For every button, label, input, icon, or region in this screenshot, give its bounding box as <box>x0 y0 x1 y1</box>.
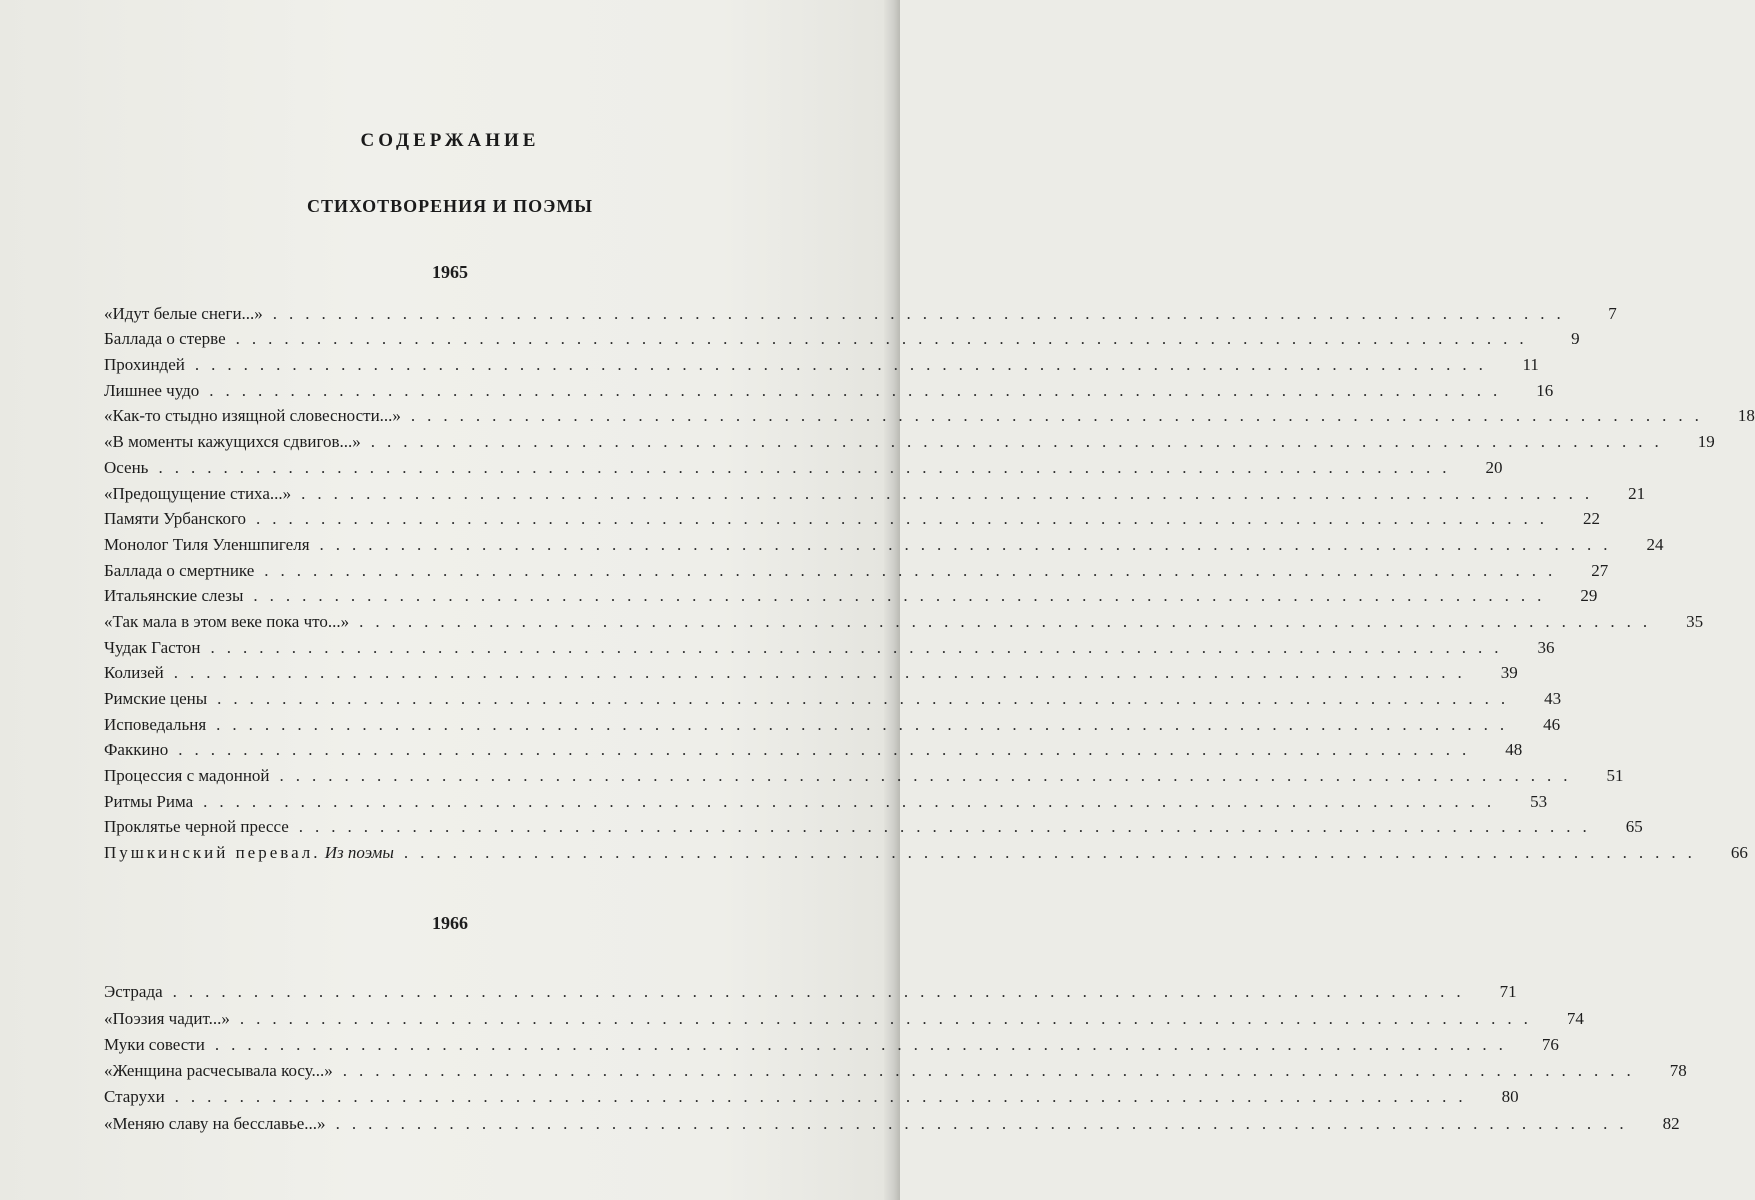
toc-entry: Ритмы Рима ................................................................................ 53 <box>104 791 1548 811</box>
leader-dots: ................................................................................ <box>235 329 1536 349</box>
section-heading: СТИХОТВОРЕНИЯ И ПОЭМЫ <box>307 196 593 216</box>
page-number: 43 <box>1544 689 1562 708</box>
toc-list-1965 <box>104 298 1755 863</box>
leader-dots: ................................................................................ <box>359 611 1660 631</box>
leader-dots: ................................................................................ <box>217 689 1518 708</box>
leader-dots: ................................................................................ <box>172 982 1473 1002</box>
entry-subtitle: Из поэмы <box>324 843 394 863</box>
leader-dots: ................................................................................ <box>194 355 1495 375</box>
leader-dots: ................................................................................ <box>210 637 1511 657</box>
toc-entry: Исповедальня ................................................................................ 46 <box>104 714 1561 734</box>
page-number: 80 <box>1501 1087 1519 1107</box>
leader-dots: ................................................................................ <box>203 791 1504 811</box>
page-number: 19 <box>1697 432 1715 452</box>
leader-dots: ................................................................................ <box>174 1087 1475 1107</box>
toc-entry: Лишнее чудо ................................................................................ 16 <box>104 380 1554 400</box>
leader-dots: ................................................................................ <box>403 843 1704 863</box>
page-number: 9 <box>1571 329 1580 349</box>
leader-dots: ................................................................................ <box>319 534 1620 554</box>
page-number: 39 <box>1500 663 1518 683</box>
page-number: 74 <box>1566 1008 1584 1028</box>
page-number: 21 <box>1628 483 1646 503</box>
toc-entry: Прохиндей ................................................................................ 11 <box>104 355 1539 375</box>
leader-dots: ................................................................................ <box>178 740 1479 760</box>
toc-entry: Муки совести ................................................................................ 76 <box>104 1034 1559 1054</box>
toc-entry: «Женщина расчесывала косу...» ................................................................................ 78 <box>104 1061 1687 1081</box>
toc-entry: «Поэзия чадит...» ................................................................................ 74 <box>104 1008 1584 1028</box>
leader-dots: ................................................................................ <box>253 586 1554 606</box>
page-number: 36 <box>1537 637 1555 657</box>
contents-heading: СОДЕРЖАНИЕ <box>360 130 540 151</box>
page-number: 71 <box>1499 982 1517 1002</box>
page-number: 29 <box>1580 586 1598 606</box>
leader-dots: ................................................................................ <box>264 560 1565 580</box>
page-number: 78 <box>1669 1061 1687 1081</box>
leader-dots: ................................................................................ <box>279 766 1580 786</box>
leader-dots: ................................................................................ <box>272 303 1573 323</box>
leader-dots: ................................................................................ <box>370 432 1671 452</box>
page-number: 27 <box>1591 560 1609 580</box>
leader-dots: ................................................................................ <box>298 817 1599 837</box>
toc-entry: Процессия с мадонной ................................................................................ 51 <box>104 766 1624 786</box>
page-number: 53 <box>1530 791 1548 811</box>
leader-dots: ................................................................................ <box>239 1008 1540 1028</box>
page-number: 46 <box>1543 714 1561 734</box>
page-number: 22 <box>1583 509 1601 529</box>
toc-list-1966 <box>104 976 1687 1134</box>
toc-entry: «Предощущение стиха...» ................................................................................ 21 <box>104 483 1646 503</box>
leader-dots: ................................................................................ <box>410 406 1711 426</box>
toc-entry: «Как-то стыдно изящной словесности...» ................................................................................ 18 <box>104 406 1755 426</box>
leader-dots: ................................................................................ <box>173 663 1474 683</box>
toc-entry: Чудак Гастон ................................................................................ 36 <box>104 637 1555 657</box>
page-number: 76 <box>1541 1034 1559 1054</box>
leader-dots: ................................................................................ <box>214 1034 1515 1054</box>
toc-entry: Баллада о стерве ................................................................................ 9 <box>104 329 1580 349</box>
page-number: 48 <box>1505 740 1523 760</box>
toc-entry: «Меняю славу на бесславье...» ................................................................................ 82 <box>104 1113 1680 1133</box>
leader-dots: ................................................................................ <box>335 1113 1636 1133</box>
toc-entry: Монолог Тиля Уленшпигеля ................................................................................ 24 <box>104 534 1664 554</box>
toc-entry: Эстрада ................................................................................ 71 <box>104 982 1517 1002</box>
toc-entry: Итальянские слезы ................................................................................ 29 <box>104 586 1598 606</box>
leader-dots: ................................................................................ <box>216 714 1517 734</box>
leader-dots: ................................................................................ <box>158 457 1459 477</box>
toc-entry: «Так мала в этом веке пока что...» ................................................................................ 35 <box>104 611 1704 631</box>
page-number: 82 <box>1662 1113 1680 1133</box>
toc-entry: Баллада о смертнике ................................................................................ 27 <box>104 560 1609 580</box>
toc-entry: «Идут белые снеги...» ................................................................................ 7 <box>104 303 1617 323</box>
toc-entry: Римские цены ................................................................................ 43 <box>104 689 1562 708</box>
toc-entry <box>104 837 1748 863</box>
toc-entry: Проклятье черной прессе ................................................................................ 65 <box>104 817 1643 837</box>
toc-entry: Осень ................................................................................ 20 <box>104 457 1503 477</box>
leader-dots: ................................................................................ <box>209 380 1510 400</box>
leader-dots: ................................................................................ <box>256 509 1557 529</box>
leader-dots: ................................................................................ <box>342 1061 1643 1081</box>
toc-entry: «В моменты кажущихся сдвигов...» ................................................................................ 19 <box>104 432 1715 452</box>
page-number: 24 <box>1646 534 1664 554</box>
toc-entry: Памяти Урбанского ................................................................................ 22 <box>104 509 1601 529</box>
page-number: 20 <box>1485 457 1503 477</box>
page-number: 65 <box>1625 817 1643 837</box>
toc-entry: Факкино ................................................................................ 48 <box>104 740 1523 760</box>
page-number: 18 <box>1737 406 1755 426</box>
toc-entry: Старухи ................................................................................ 80 <box>104 1087 1519 1107</box>
page-number: 66 <box>1730 843 1748 863</box>
page-number: 35 <box>1686 611 1704 631</box>
page-number: 51 <box>1606 766 1624 786</box>
page-number: 7 <box>1608 303 1617 323</box>
leader-dots: ................................................................................ <box>301 483 1602 503</box>
page-number: 16 <box>1536 380 1554 400</box>
toc-entry: Колизей ................................................................................ 39 <box>104 663 1518 683</box>
year-heading-1966: 1966 <box>432 913 468 933</box>
entry-title: Пушкинский перевал. <box>104 843 321 863</box>
page-number: 11 <box>1522 355 1539 375</box>
year-heading-1965: 1965 <box>432 262 468 282</box>
